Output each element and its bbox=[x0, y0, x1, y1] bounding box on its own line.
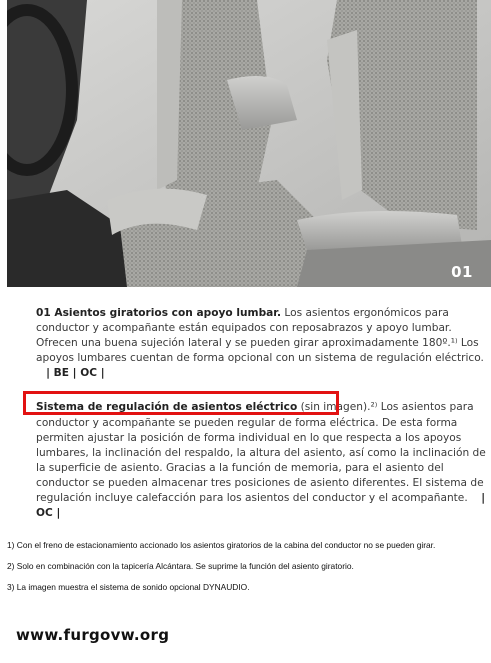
footnote: 1) Con el freno de estacionamiento accionado los asientos giratorios de la cabina del conductor no se pueden girar. bbox=[7, 540, 436, 550]
footnote: 2) Solo en combinación con la tapicería Alcántara. Se suprime la función del asiento giratorio. bbox=[7, 561, 354, 571]
equipment-codes: | OC | bbox=[36, 492, 486, 520]
highlight-frame bbox=[23, 391, 339, 415]
heading-note: (sin imagen).²⁾ bbox=[297, 401, 378, 414]
paragraph-swivel-seats bbox=[36, 306, 486, 381]
watermark: www.furgovw.org bbox=[16, 626, 170, 644]
footnotes bbox=[7, 535, 435, 598]
paragraph-electric-seats bbox=[36, 400, 486, 521]
seat-illustration bbox=[7, 0, 491, 287]
equipment-codes: | BE | OC | bbox=[46, 367, 105, 380]
paragraph-heading: Sistema de regulación de asientos eléctrico bbox=[36, 401, 298, 414]
paragraph-heading: 01 Asientos giratorios con apoyo lumbar. bbox=[36, 307, 282, 319]
footnote: 3) La imagen muestra el sistema de sonido opcional DYNAUDIO. bbox=[7, 582, 250, 592]
car-seat-photo bbox=[7, 0, 491, 287]
paragraph-body: Los asientos ergonómicos para conductor y acompañante están equipados con reposabrazos y apoyo lumbar. Ofrecen una buena sujeción lateral y se pueden girar aproximadamente 180º.¹⁾ Los apoyos lumbares cuentan de forma opcional con un sistema de regulación eléctrico. bbox=[36, 307, 484, 365]
image-number-label: 01 bbox=[451, 263, 473, 281]
description-text bbox=[36, 306, 486, 521]
paragraph-body: Los asientos para conductor y acompañante se pueden regular de forma eléctrica. De esta forma permiten ajustar la posición de forma individual en lo que respecta a los apoyos lumbares, la inclinación del respaldo, la altura del asiento, así como la inclinación de la superficie de asiento. Gracias a la función de memoria, para el asiento del conductor se pueden almacenar tres posiciones de asiento diferentes. El sistema de regulación incluye calefacción para los asientos del conductor y el acompañante. bbox=[36, 401, 486, 505]
